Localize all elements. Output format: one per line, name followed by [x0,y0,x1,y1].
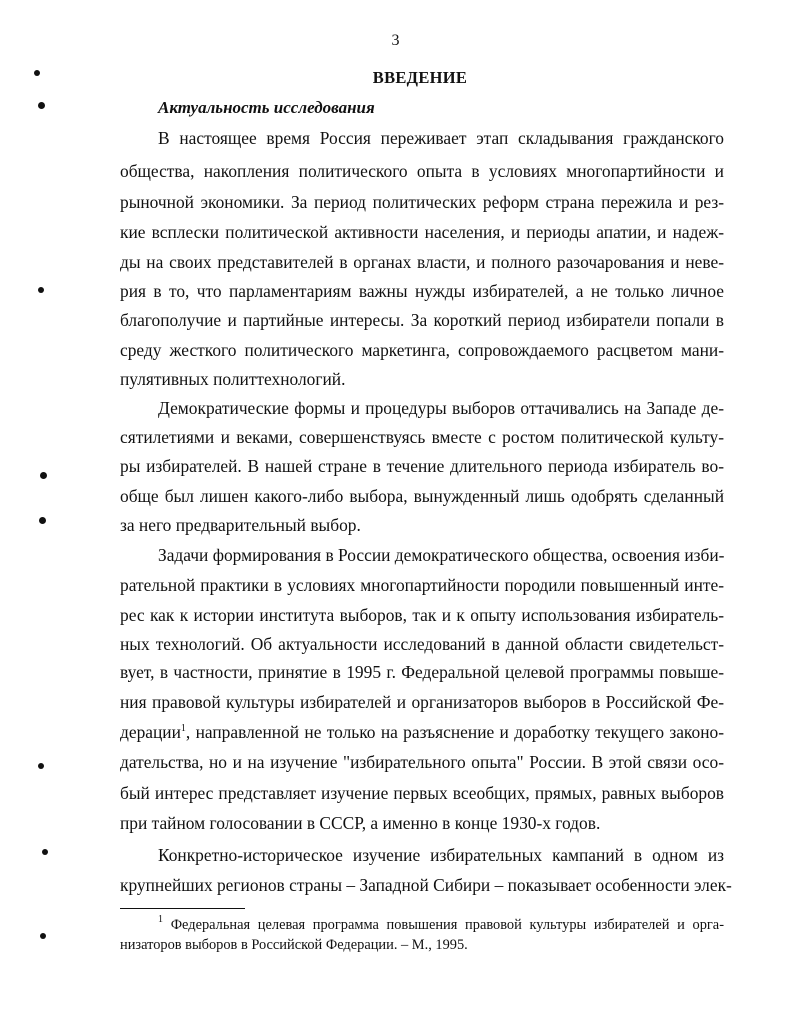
body-line [120,722,724,742]
scan-mark [38,102,45,109]
body-text: , направленной не только на разъяснение и доработку текущего законо- [185,722,724,742]
body-line: среду жесткого политического маркетинга, сопровождаемого расцветом мани- [120,340,724,360]
body-line: пулятивных политтехнологий. [120,369,346,389]
footnote-separator [120,908,245,909]
body-text: дерации [120,722,181,742]
footnote-line [158,916,724,934]
body-line: бый интерес представляет изучение первых всеобщих, прямых, равных выборов [120,783,724,803]
body-line: общества, накопления политического опыта в условиях многопартийности и [120,161,724,181]
body-line: Задачи формирования в России демократического общества, освоения изби- [158,545,725,565]
page-number: 3 [391,32,400,49]
body-line: ры избирателей. В нашей стране в течение длительного периода избиратель во- [120,456,724,476]
body-line: при тайном голосовании в СССР, а именно в конце 1930-х годов. [120,813,601,833]
body-line: вует, в частности, принятие в 1995 г. Федеральной целевой программы повыше- [120,662,724,682]
body-line: сятилетиями и веками, совершенствуясь вместе с ростом политической культу- [120,427,724,447]
scan-mark [34,70,40,76]
body-line: за него предварительный выбор. [120,515,361,535]
scan-mark [38,763,44,769]
body-line: рыночной экономики. За период политических реформ страна пережила и рез- [120,192,724,212]
body-line: рия в то, что парламентариям важны нужды избирателей, а не только личное [120,281,724,301]
body-line: ных технологий. Об актуальности исследований в данной области свидетельст- [120,634,724,654]
body-line: рательной практики в условиях многопартийности породили повышенный инте- [120,575,724,595]
body-line: обще был лишен какого-либо выбора, вынужденный лишь одобрять сделанный [120,486,724,506]
body-line: ния правовой культуры избирателей и организаторов выборов в Российской Фе- [120,692,724,712]
scan-mark [42,849,48,855]
scan-mark [38,287,44,293]
body-line: В настоящее время Россия переживает этап складывания гражданского [158,128,724,148]
body-line: крупнейших регионов страны – Западной Сибири – показывает особенности элек- [120,875,732,895]
scan-mark [40,933,46,939]
subsection-heading: Актуальность исследования [158,98,375,117]
body-line: Конкретно-историческое изучение избирательных кампаний в одном из [158,845,724,865]
footnote-line: низаторов выборов в Российской Федерации. – М., 1995. [120,937,468,953]
footnote-marker: 1 [158,914,163,925]
body-line: благополучие и партийные интересы. За короткий период избиратели попали в [120,310,724,330]
scan-mark [39,517,46,524]
section-heading: ВВЕДЕНИЕ [372,68,468,87]
body-line: кие всплески политической активности населения, и периоды апатии, и надеж- [120,222,724,242]
body-line: рес как к истории института выборов, так и к опыту использования избиратель- [120,605,724,625]
body-line: Демократические формы и процедуры выборов оттачивались на Западе де- [158,398,724,418]
body-line: дательства, но и на изучение "избирательного опыта" России. В этой связи осо- [120,752,724,772]
footnote-text: Федеральная целевая программа повышения правовой культуры избирателей и орга- [170,917,724,933]
footnote-reference: 1 [180,723,186,734]
body-line: ды на своих представителей в органах власти, и полного разочарования и неве- [120,252,724,272]
scan-mark [40,472,47,479]
